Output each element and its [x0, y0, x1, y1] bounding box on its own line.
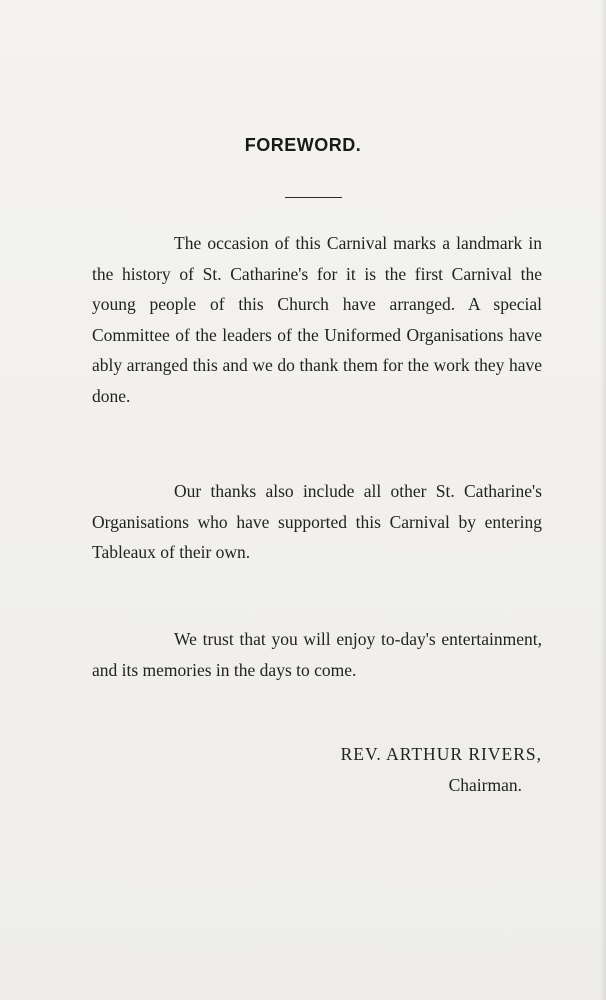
signature-title: Chairman. — [448, 775, 522, 795]
paragraph-1: The occasion of this Carnival marks a landmark in the history of St. Catharine's for it is the first Carnival the young people of this Church have arranged. A special Committee of the leaders of the Uniformed Organisations have ably arranged this and we do thank them for the work they have done. — [92, 233, 542, 406]
page-title: FOREWORD. — [244, 135, 362, 155]
paragraph-2: Our thanks also include all other St. Catharine's Organisations who have supported this Carnival by entering Tableaux of their own. — [92, 481, 542, 563]
signature-name: REV. ARTHUR RIVERS, — [340, 744, 542, 764]
paragraph-3: We trust that you will enjoy to-day's entertainment, and its memories in the days to come. — [92, 629, 542, 680]
heading-divider — [285, 197, 342, 198]
